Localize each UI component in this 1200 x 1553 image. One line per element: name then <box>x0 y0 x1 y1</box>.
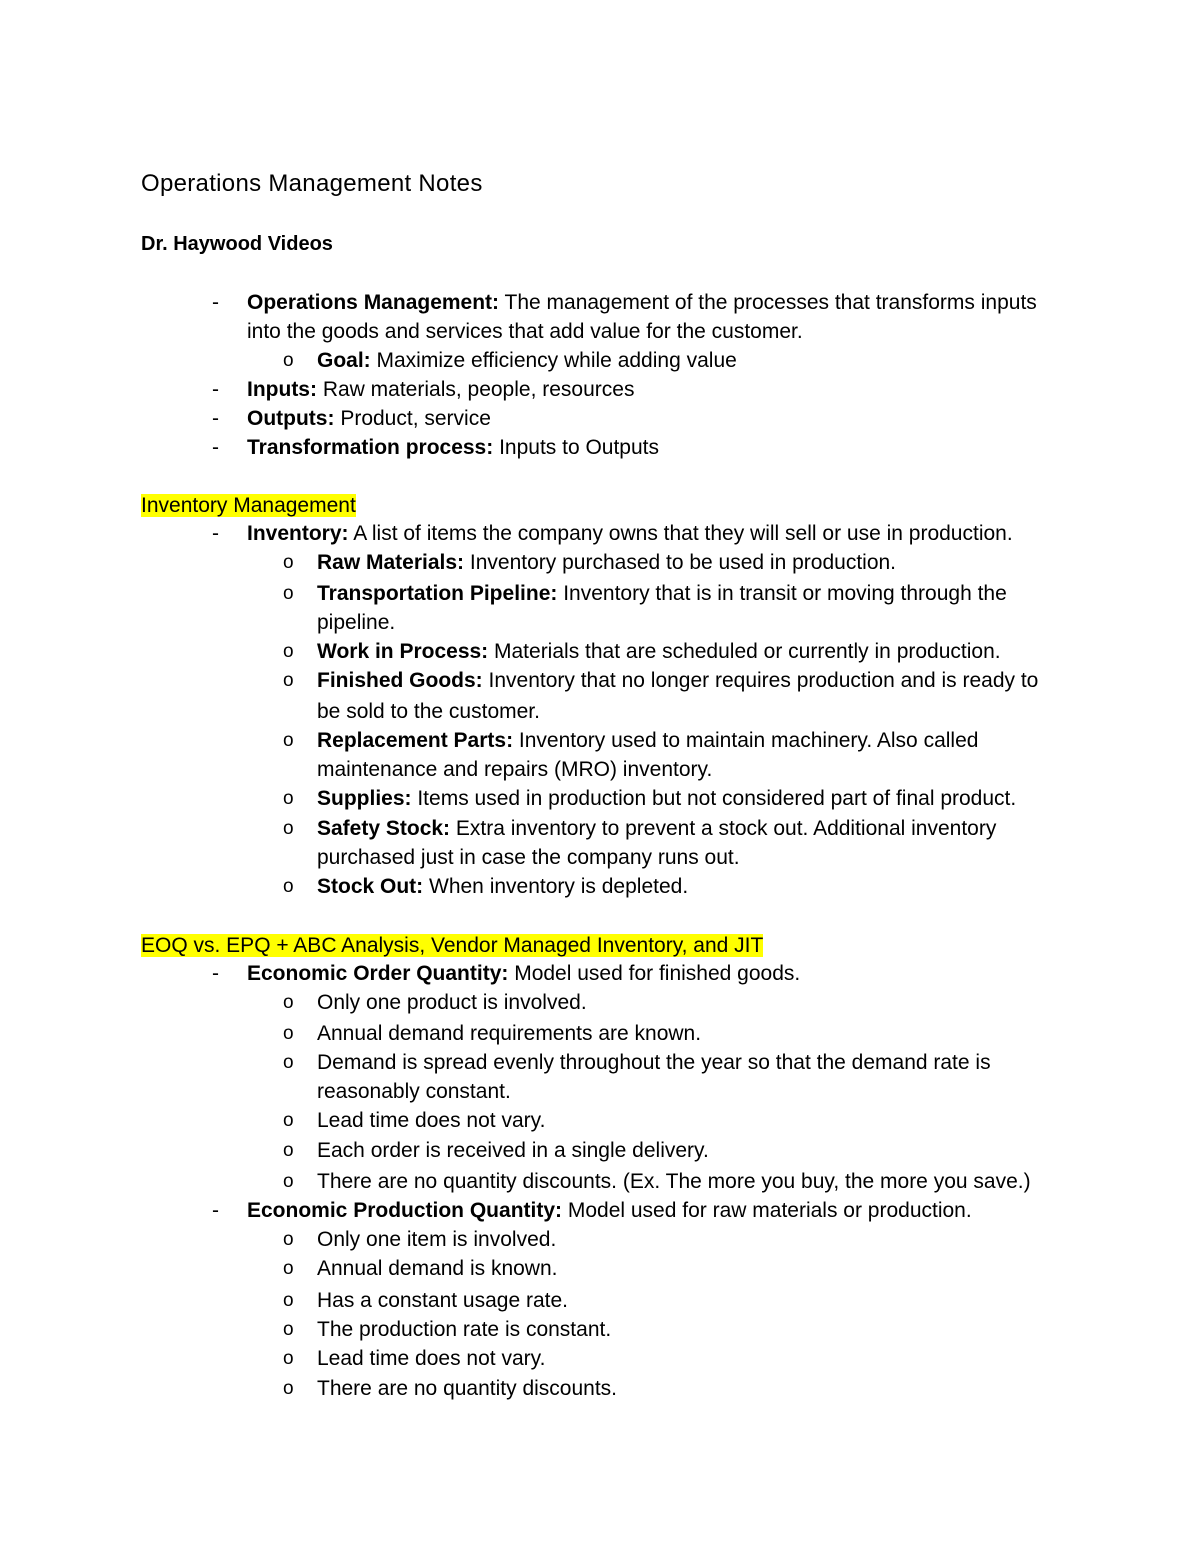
list-item: Inventory: A list of items the company owns that they will sell or use in production. <box>247 522 1013 545</box>
circle-bullet: o <box>283 350 294 371</box>
circle-bullet: o <box>283 992 294 1013</box>
circle-bullet: o <box>283 1140 294 1161</box>
sub-list-item: There are no quantity discounts. (Ex. The more you buy, the more you save.) <box>317 1170 1031 1193</box>
sub-list-item: Safety Stock: Extra inventory to prevent a stock out. Additional inventory <box>317 817 997 840</box>
sub-list-item: There are no quantity discounts. <box>317 1377 618 1400</box>
circle-bullet: o <box>283 1290 294 1311</box>
circle-bullet: o <box>283 876 294 897</box>
sub-list-item: Annual demand requirements are known. <box>317 1022 702 1045</box>
dash-bullet: - <box>212 962 219 985</box>
sub-list-item-continuation: purchased just in case the company runs out. <box>317 846 740 869</box>
sub-list-item: Only one product is involved. <box>317 991 587 1014</box>
sub-list-item: Stock Out: When inventory is depleted. <box>317 875 689 898</box>
dash-bullet: - <box>212 378 219 401</box>
circle-bullet: o <box>283 818 294 839</box>
sub-list-item: Only one item is involved. <box>317 1228 557 1251</box>
list-item: Operations Management: The management of the processes that transforms inputs <box>247 291 1037 314</box>
sub-list-item: Finished Goods: Inventory that no longer requires production and is ready to <box>317 669 1039 692</box>
circle-bullet: o <box>283 1229 294 1250</box>
sub-list-item: Work in Process: Materials that are scheduled or currently in production. <box>317 640 1001 663</box>
sub-list-item: Demand is spread evenly throughout the year so that the demand rate is <box>317 1051 991 1074</box>
sub-list-item: Raw Materials: Inventory purchased to be used in production. <box>317 551 897 574</box>
circle-bullet: o <box>283 1378 294 1399</box>
circle-bullet: o <box>283 730 294 751</box>
dash-bullet: - <box>212 1199 219 1222</box>
circle-bullet: o <box>283 1052 294 1073</box>
list-item: Transformation process: Inputs to Outputs <box>247 436 659 459</box>
circle-bullet: o <box>283 583 294 604</box>
dash-bullet: - <box>212 291 219 314</box>
page-title: Operations Management Notes <box>141 170 483 197</box>
dash-bullet: - <box>212 407 219 430</box>
list-item-continuation: into the goods and services that add value for the customer. <box>247 320 803 343</box>
sub-list-item-continuation: maintenance and repairs (MRO) inventory. <box>317 758 713 781</box>
sub-list-item: Has a constant usage rate. <box>317 1289 568 1312</box>
sub-list-item: Lead time does not vary. <box>317 1347 546 1370</box>
sub-list-item: Goal: Maximize efficiency while adding value <box>317 349 737 372</box>
circle-bullet: o <box>283 641 294 662</box>
sub-list-item-continuation: reasonably constant. <box>317 1080 511 1103</box>
list-item: Economic Production Quantity: Model used for raw materials or production. <box>247 1199 972 1222</box>
circle-bullet: o <box>283 1319 294 1340</box>
circle-bullet: o <box>283 1110 294 1131</box>
list-item: Outputs: Product, service <box>247 407 491 430</box>
sub-list-item: Supplies: Items used in production but not considered part of final product. <box>317 787 1017 810</box>
dash-bullet: - <box>212 522 219 545</box>
dash-bullet: - <box>212 436 219 459</box>
list-item: Inputs: Raw materials, people, resources <box>247 378 635 401</box>
circle-bullet: o <box>283 1348 294 1369</box>
circle-bullet: o <box>283 552 294 573</box>
sub-list-item: Replacement Parts: Inventory used to maintain machinery. Also called <box>317 729 979 752</box>
sub-list-item-continuation: pipeline. <box>317 611 396 634</box>
circle-bullet: o <box>283 1258 294 1279</box>
circle-bullet: o <box>283 1171 294 1192</box>
sub-list-item: Each order is received in a single delivery. <box>317 1139 709 1162</box>
circle-bullet: o <box>283 1023 294 1044</box>
circle-bullet: o <box>283 788 294 809</box>
sub-list-item: The production rate is constant. <box>317 1318 612 1341</box>
sub-list-item: Transportation Pipeline: Inventory that is in transit or moving through the <box>317 582 1007 605</box>
page-subtitle: Dr. Haywood Videos <box>141 233 333 255</box>
circle-bullet: o <box>283 670 294 691</box>
sub-list-item: Lead time does not vary. <box>317 1109 546 1132</box>
sub-list-item-continuation: be sold to the customer. <box>317 700 540 723</box>
list-item: Economic Order Quantity: Model used for finished goods. <box>247 962 801 985</box>
sub-list-item: Annual demand is known. <box>317 1257 558 1280</box>
section-heading-eoq: EOQ vs. EPQ + ABC Analysis, Vendor Managed Inventory, and JIT <box>141 934 764 957</box>
section-heading-inventory: Inventory Management <box>141 494 356 517</box>
